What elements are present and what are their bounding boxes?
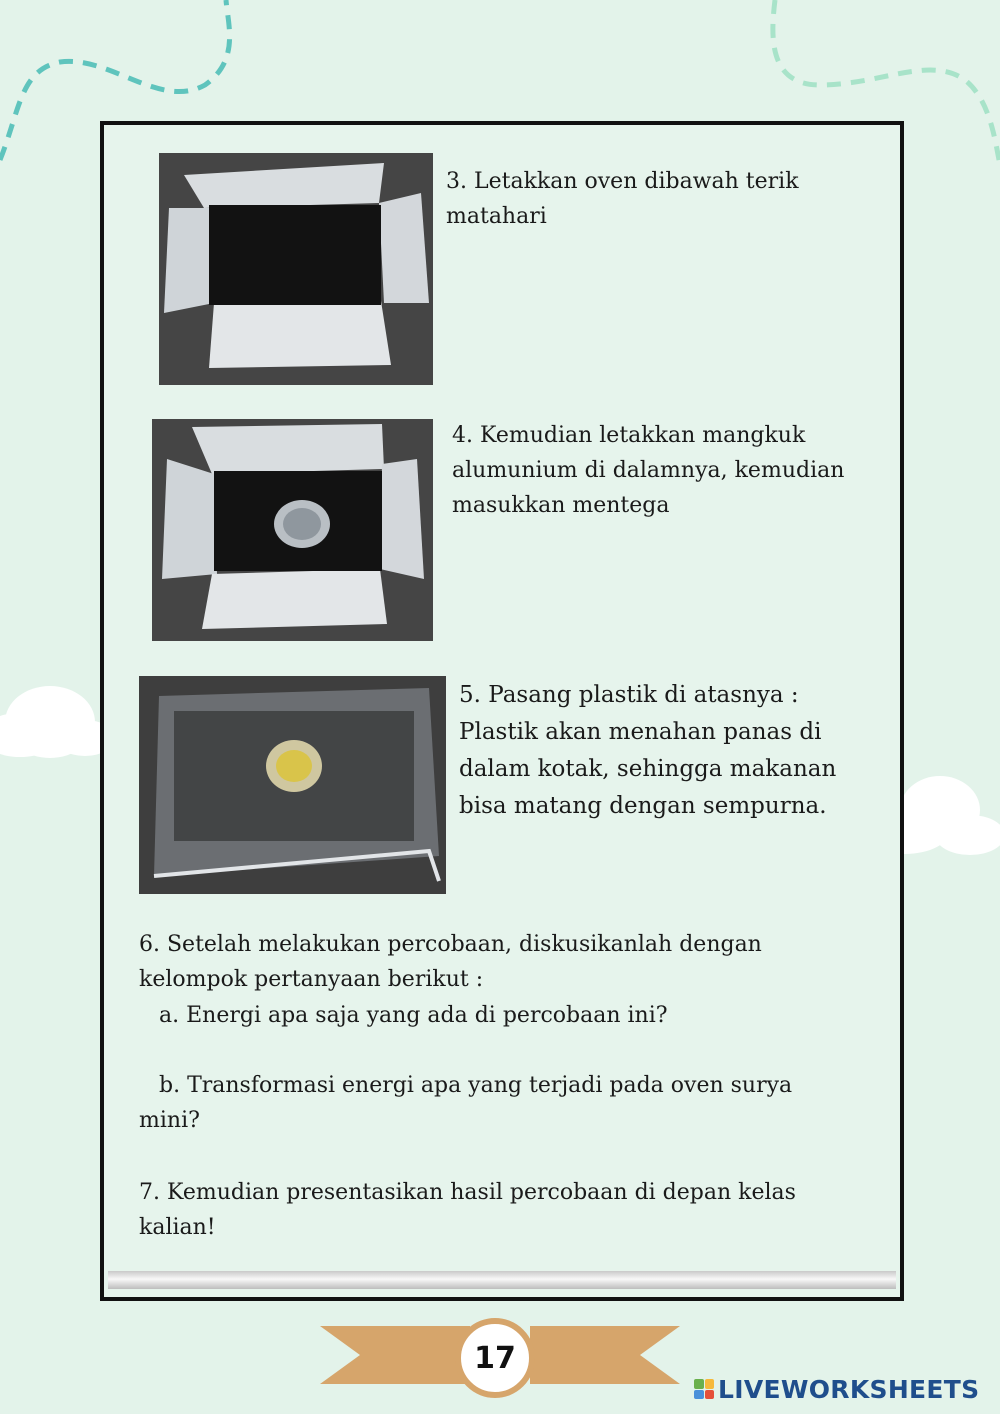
step-7-text: 7. Kemudian presentasikan hasil percobaan di depan kelas kalian! — [139, 1180, 796, 1240]
photo-oven-with-bowl — [152, 419, 433, 641]
brand-logo — [694, 1372, 979, 1406]
photo-oven-with-plastic — [139, 676, 446, 894]
brand-text: LIVEWORKSHEETS — [718, 1374, 980, 1404]
question-b-text: b. Transformasi energi apa yang terjadi pada oven surya mini? — [139, 1073, 793, 1133]
step-3-text: 3. Letakkan oven dibawah terik matahari — [446, 169, 799, 229]
cloud-left — [0, 686, 115, 758]
step-4-text: 4. Kemudian letakkan mangkuk alumunium di dalamnya, kemudian masukkan mentega — [452, 423, 845, 518]
photo-oven-open — [159, 153, 433, 385]
step-5-text: 5. Pasang plastik di atasnya : Plastik akan menahan panas di dalam kotak, sehingga makanan bisa matang dengan sempurna. — [459, 682, 837, 819]
frame-shelf — [108, 1271, 896, 1289]
page-number: 17 — [455, 1318, 535, 1398]
step-6-text: 6. Setelah melakukan percobaan, diskusikanlah dengan kelompok pertanyaan berikut : — [139, 932, 762, 992]
question-a-text: a. Energi apa saja yang ada di percobaan ini? — [159, 1003, 668, 1028]
brand-grid-icon — [694, 1379, 714, 1399]
